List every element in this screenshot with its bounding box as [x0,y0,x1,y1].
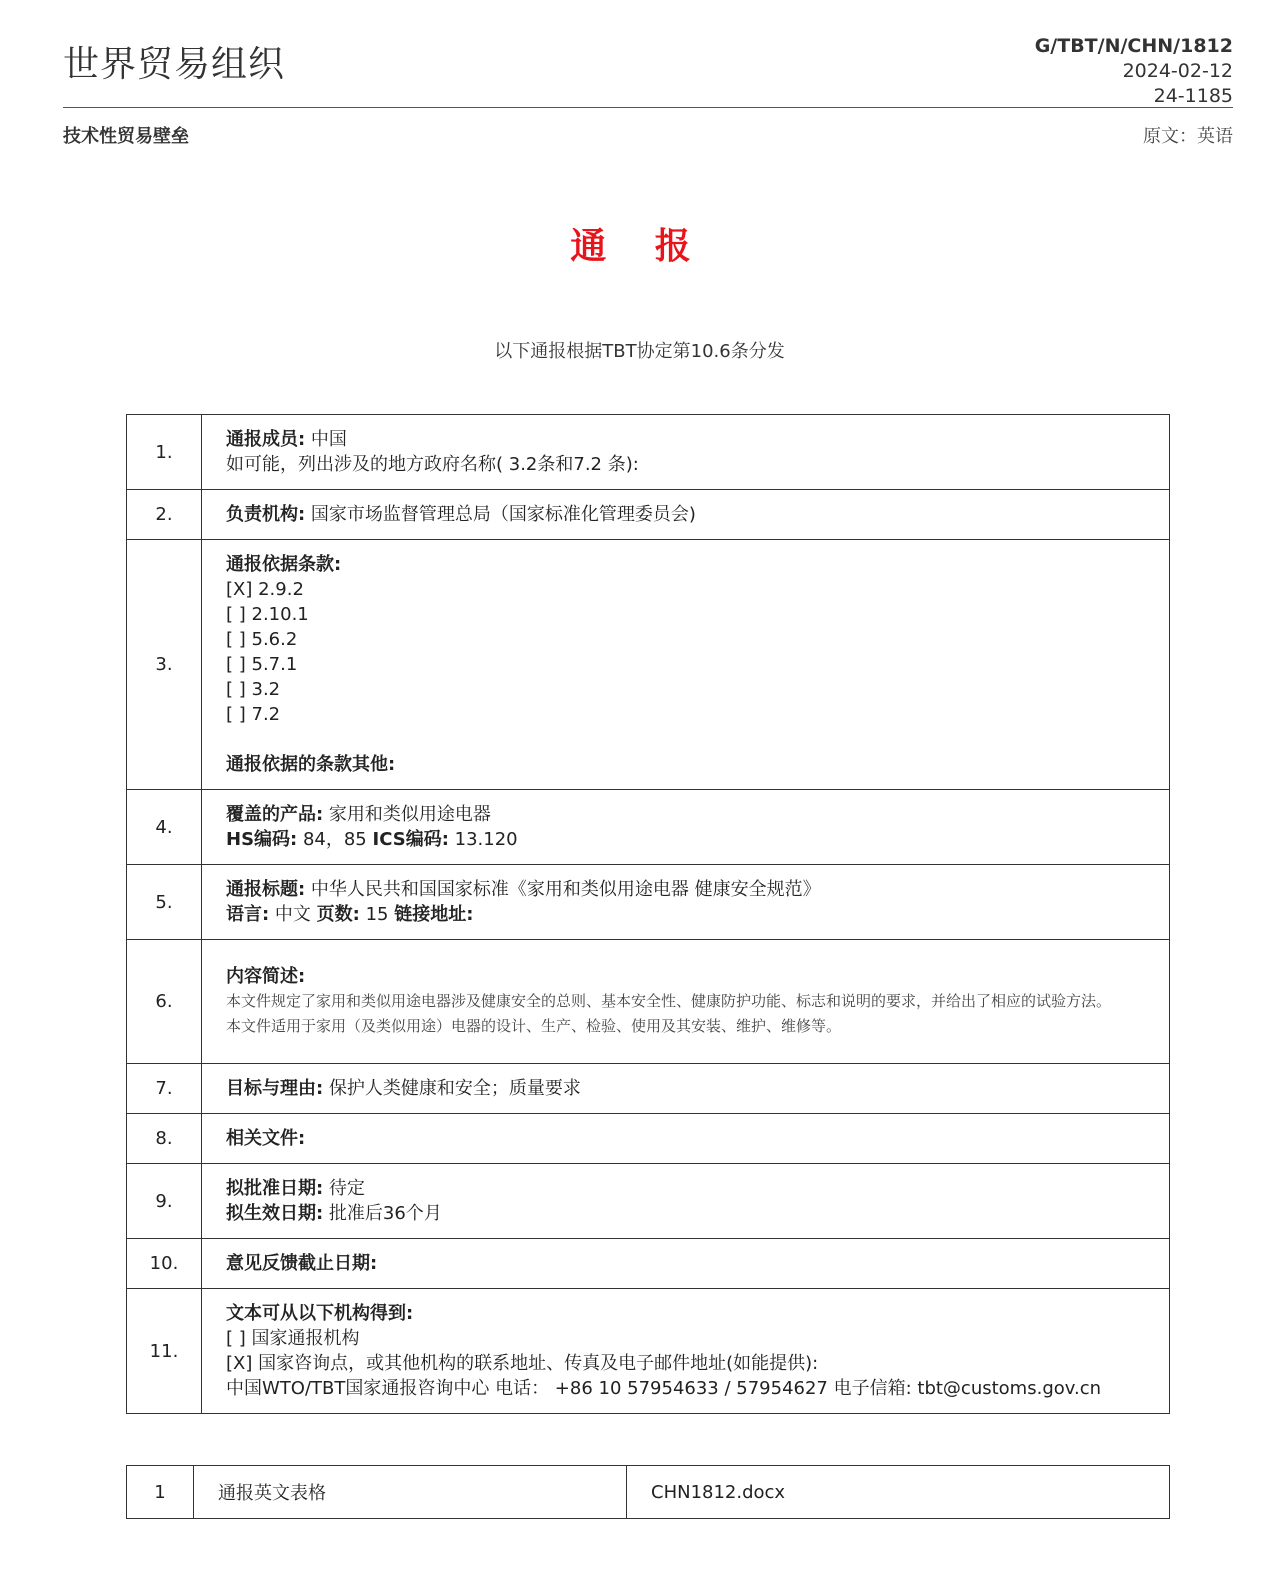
table-row [127,490,1170,540]
provision-option: [ ] 3.2 [226,679,281,700]
item-number: 4. [127,790,202,865]
provision-option: [ ] 5.6.2 [226,629,298,650]
table-row [127,865,1170,940]
item-value: 国家市场监督管理总局（国家标准化管理委员会) [305,504,696,525]
item-value: 家用和类似用途电器 [323,804,491,825]
item-label: 意见反馈截止日期: [226,1253,378,1274]
provision-option: [ ] 7.2 [226,704,281,725]
source-option: [ ] 国家通报机构 [226,1328,360,1349]
table-row [127,415,1170,490]
item-label: 通报标题: [226,879,306,900]
document-reference [1035,34,1233,109]
document-symbol: G/TBT/N/CHN/1812 [1034,35,1233,57]
item-value: 保护人类健康和安全；质量要求 [323,1078,581,1099]
item-value: 批准后36个月 [323,1203,442,1224]
description-text: 本文件规定了家用和类似用途电器涉及健康安全的总则、基本安全性、健康防护功能、标志和说明的要求，并给出了相应的试验方法。 [226,992,1112,1010]
attachment-table [126,1465,1170,1519]
item-content [202,490,1170,540]
item-content [202,790,1170,865]
item-content [202,1289,1170,1414]
attachment-number: 1 [127,1466,194,1519]
header-rule [63,107,1233,108]
source-option: [X] 国家咨询点，或其他机构的联系地址、传真及电子邮件地址(如能提供): [226,1353,819,1374]
item-content [202,1064,1170,1114]
item-number: 5. [127,865,202,940]
page-title: 通 报 [570,226,709,267]
table-row [127,940,1170,1064]
item-content [202,940,1170,1064]
page-subtitle: 以下通报根据TBT协定第10.6条分发 [494,341,785,362]
item-number: 2. [127,490,202,540]
item-note: 如可能，列出涉及的地方政府名称( 3.2条和7.2 条): [226,454,639,475]
document-number: 24-1185 [1153,85,1233,107]
ics-label: ICS编码: [372,829,449,850]
item-label: 拟批准日期: [226,1178,324,1199]
committee-name: 技术性贸易壁垒 [63,126,189,147]
item-number: 6. [127,940,202,1064]
provision-option: [ ] 2.10.1 [226,604,309,625]
ics-value: 13.120 [448,829,518,850]
spacer [226,727,1145,752]
item-value: 中华人民共和国国家标准《家用和类似用途电器 健康安全规范》 [305,879,821,900]
item-number: 9. [127,1164,202,1239]
item-label: 覆盖的产品: [226,804,324,825]
table-row [127,1239,1170,1289]
original-language: 原文：英语 [1143,126,1233,147]
item-label: 负责机构: [226,504,306,525]
item-number: 10. [127,1239,202,1289]
item-label: 拟生效日期: [226,1203,324,1224]
item-number: 7. [127,1064,202,1114]
pages-label: 页数: [316,904,360,925]
item-label: 通报依据条款: [226,554,342,575]
item-content [202,540,1170,790]
item-content [202,865,1170,940]
attachment-description: 通报英文表格 [194,1466,627,1519]
item-number: 1. [127,415,202,490]
item-label: 通报依据的条款其他: [226,754,396,775]
item-number: 11. [127,1289,202,1414]
item-content [202,1164,1170,1239]
item-value: 待定 [323,1178,365,1199]
item-content [202,1114,1170,1164]
contact-info: 中国WTO/TBT国家通报咨询中心 电话： +86 10 57954633 / 57954627 电子信箱: tbt@customs.gov.cn [226,1378,1102,1399]
table-row [127,790,1170,865]
attachment-filename[interactable]: CHN1812.docx [627,1466,1170,1519]
table-row [127,540,1170,790]
table-row [127,1289,1170,1414]
item-value: 中国 [305,429,347,450]
table-row [127,1064,1170,1114]
hs-label: HS编码: [226,829,298,850]
notification-table [126,414,1170,1414]
document-date: 2024-02-12 [1122,60,1233,82]
pages-value: 15 [359,904,395,925]
table-row [127,1466,1170,1519]
item-content [202,415,1170,490]
item-label: 文本可从以下机构得到: [226,1303,414,1324]
provision-option: [X] 2.9.2 [226,579,304,600]
item-label: 内容简述: [226,966,306,987]
language-label: 语言: [226,904,270,925]
organization-name: 世界贸易组织 [63,44,286,85]
table-row [127,1114,1170,1164]
item-content [202,1239,1170,1289]
item-label: 相关文件: [226,1128,306,1149]
provision-option: [ ] 5.7.1 [226,654,298,675]
link-label: 链接地址: [394,904,474,925]
item-number: 8. [127,1114,202,1164]
item-label: 通报成员: [226,429,306,450]
language-value: 中文 [269,904,317,925]
table-row [127,1164,1170,1239]
hs-value: 84，85 [297,829,373,850]
item-number: 3. [127,540,202,790]
item-label: 目标与理由: [226,1078,324,1099]
description-text: 本文件适用于家用（及类似用途）电器的设计、生产、检验、使用及其安装、维护、维修等。 [226,1017,842,1035]
